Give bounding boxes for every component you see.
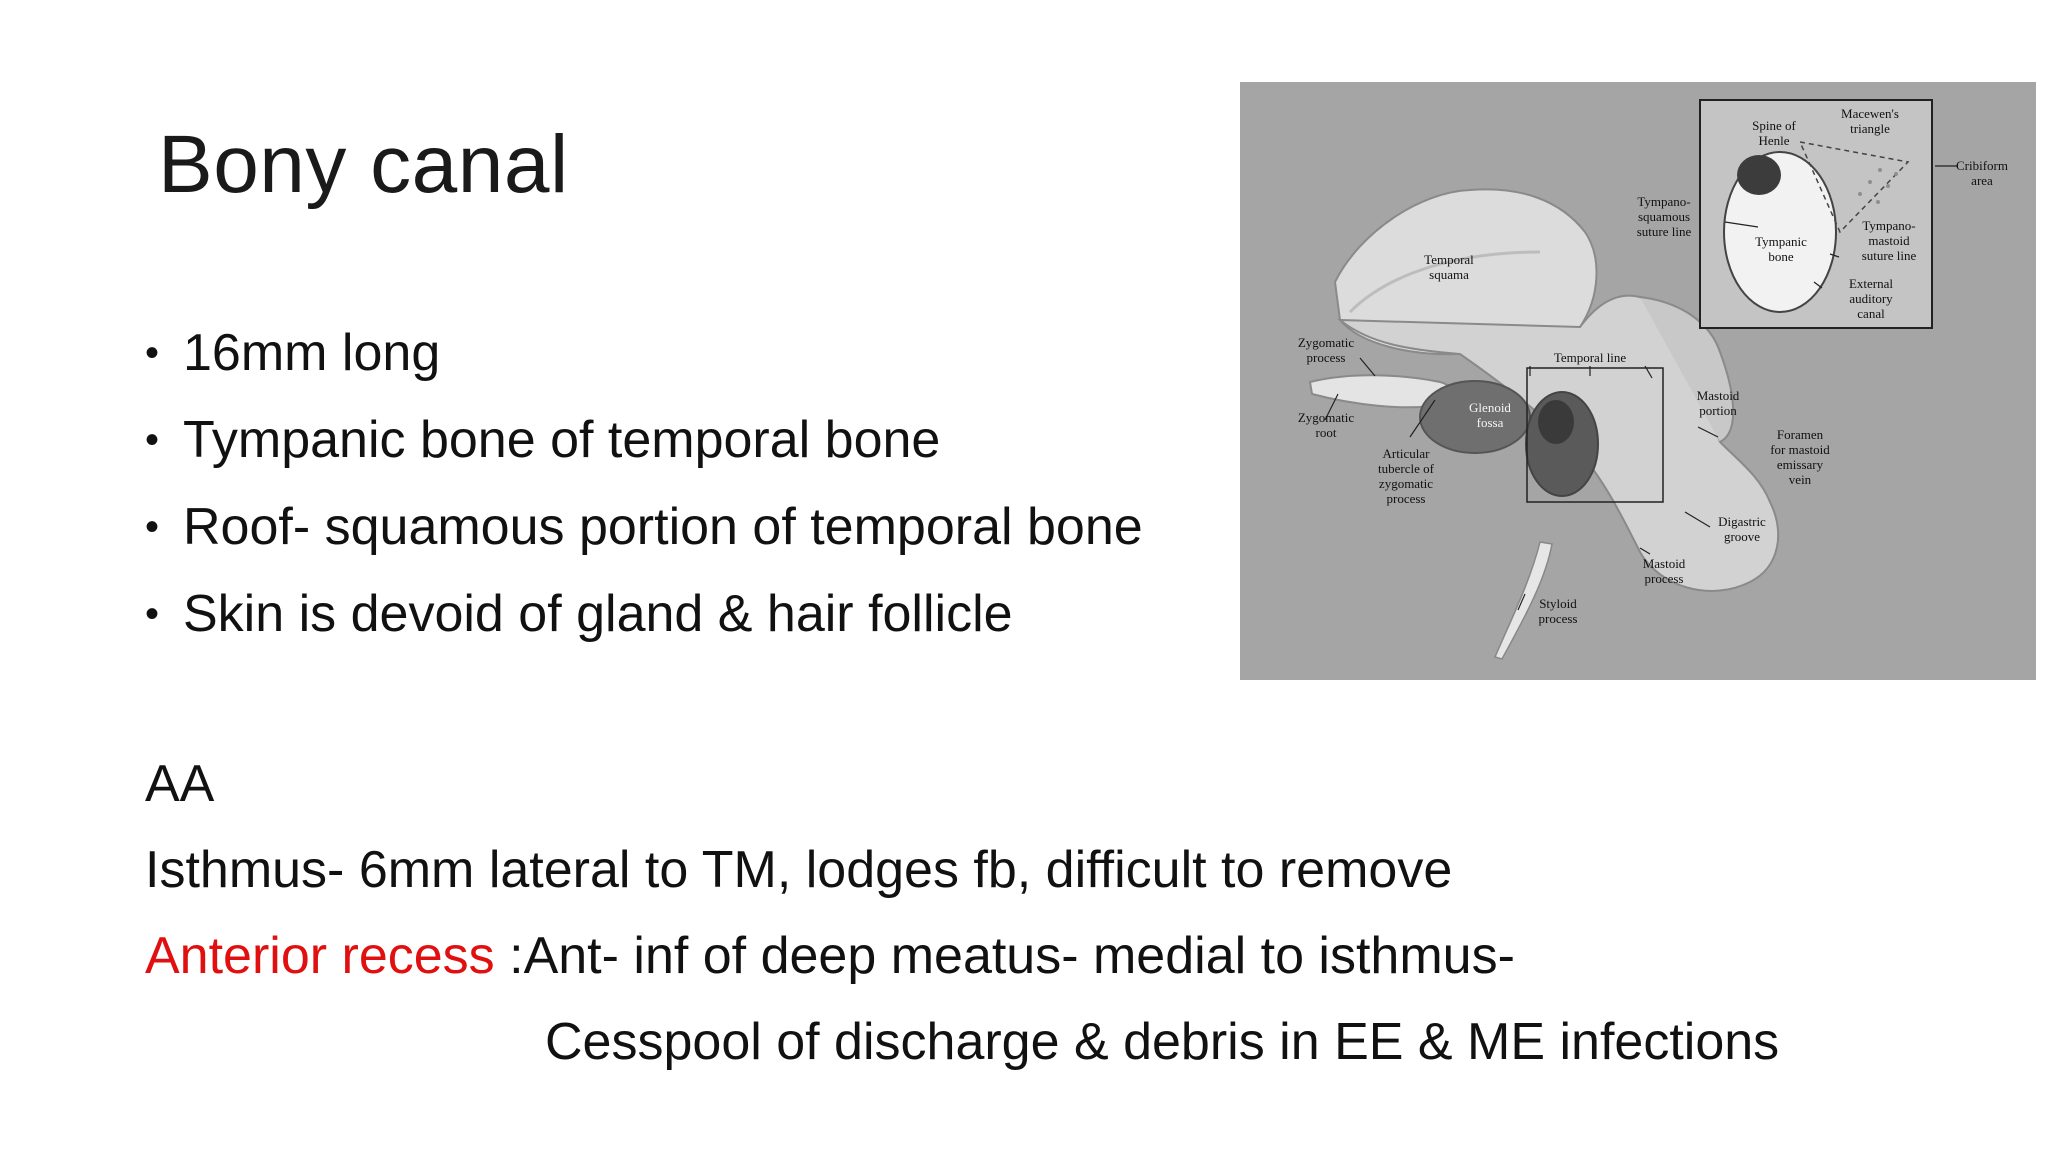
bullet-item: • 16mm long <box>145 310 1143 397</box>
label-cribiform-area: Cribiform area <box>1956 158 2008 188</box>
anterior-recess-continuation: Cesspool of discharge & debris in EE & ME infections <box>545 1013 1780 1071</box>
label-macewens-triangle: Macewen's triangle <box>1841 106 1899 136</box>
label-external-auditory-canal: External auditory canal <box>1848 276 1894 321</box>
isthmus-line: Isthmus- 6mm lateral to TM, lodges fb, difficult to remove <box>145 841 1453 899</box>
temporal-bone-illustration <box>1240 82 2036 680</box>
bullet-item: • Skin is devoid of gland & hair follicle <box>145 571 1143 658</box>
bullet-item: • Tympanic bone of temporal bone <box>145 397 1143 484</box>
temporal-bone-figure <box>1240 82 2036 680</box>
anterior-recess-desc: :Ant- inf of deep meatus- medial to isthmus- <box>494 927 1515 985</box>
label-articular-tubercle: Articular tubercle of zygomatic process <box>1378 446 1434 506</box>
slide-title: Bony canal <box>158 119 569 210</box>
label-mastoid-portion: Mastoid portion <box>1696 388 1740 418</box>
bullet-dot-icon: • <box>145 331 160 375</box>
bullet-list <box>145 310 1143 658</box>
label-glenoid-fossa: Glenoid fossa <box>1469 400 1511 430</box>
anterior-recess-term: Anterior recess <box>145 927 495 985</box>
label-zygomatic-process: Zygomatic process <box>1297 335 1355 365</box>
label-tympanomastoid: Tympano-mastoid suture line <box>1861 218 1917 263</box>
aa-label: AA <box>145 755 215 813</box>
label-tympanosquamous: Tympano-squamous suture line <box>1636 194 1692 239</box>
label-tympanic-bone: Tympanic bone <box>1755 234 1807 264</box>
label-styloid-process: Styloid process <box>1538 596 1578 626</box>
label-digastric-groove: Digastric groove <box>1718 514 1766 544</box>
bullet-dot-icon: • <box>145 418 160 462</box>
anterior-recess-line <box>145 926 1515 986</box>
label-temporal-line: Temporal line <box>1553 350 1627 365</box>
label-zygomatic-root: Zygomatic root <box>1297 410 1355 440</box>
bullet-dot-icon: • <box>145 592 160 636</box>
bullet-item: • Roof- squamous portion of temporal bone <box>145 484 1143 571</box>
label-mastoid-process: Mastoid process <box>1642 556 1686 586</box>
label-foramen-mastoid: Foramen for mastoid emissary vein <box>1770 427 1830 487</box>
label-spine-of-henle: Spine of Henle <box>1752 118 1796 148</box>
bullet-dot-icon: • <box>145 505 160 549</box>
label-temporal-squama: Temporal squama <box>1424 252 1474 282</box>
